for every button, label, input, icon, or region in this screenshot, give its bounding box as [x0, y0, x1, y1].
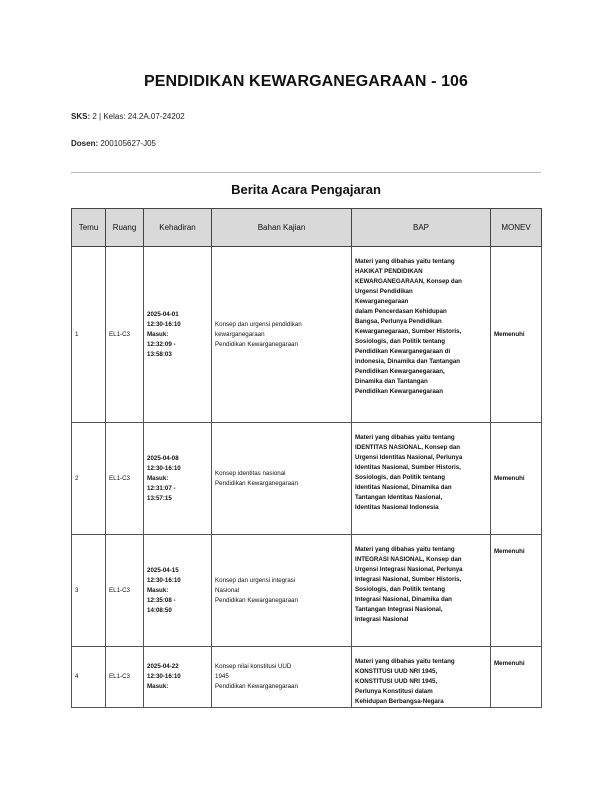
sks-label: SKS: [71, 112, 91, 121]
cell-ruang: EL1-C3 [106, 535, 144, 647]
cell-bap-line: Pendidikan Kewarganegaraan di [355, 348, 451, 355]
cell-bahan-kajian [212, 647, 352, 708]
cell-kehadiran-line: 12:35:08 - [147, 596, 176, 604]
cell-bap-line: Pendidikan Kewarganegaraan [355, 388, 444, 395]
cell-temu: 2 [72, 423, 106, 535]
cell-kehadiran-line: 12:31:07 - [147, 484, 176, 492]
cell-bahan-kajian-line: 1945 [215, 673, 229, 680]
cell-bahan-kajian-line: kewarganegaraan [215, 330, 265, 338]
cell-ruang: EL1-C3 [106, 423, 144, 535]
cell-bap-line: Kewarganegaraan [355, 298, 409, 305]
cell-bap-line: Kewarganegaraan, Sumber Historis, [355, 328, 462, 335]
sks-kelas-value: 2 | Kelas: 24.2A.07-24202 [92, 112, 185, 121]
cell-bap-line: Tantangan Identitas Nasional, [355, 494, 443, 501]
cell-ruang: EL1-C3 [106, 647, 144, 708]
header-monev: MONEV [491, 209, 542, 247]
header-kehadiran: Kehadiran [144, 209, 212, 247]
cell-bap-line: Bangsa, Perlunya Pendidikan [355, 318, 442, 325]
cell-bap-line: Sosiologis, dan Politik tentang [355, 586, 446, 593]
cell-bap-line: Materi yang dibahas yaitu tentang [355, 258, 455, 265]
cell-bahan-kajian-line: Konsep identitas nasional [215, 469, 286, 477]
cell-bap [352, 535, 491, 647]
cell-bap-line: Urgensi Identitas Nasional, Perlunya [355, 454, 463, 461]
cell-bap-line: dalam Pencerdasan Kehidupan [355, 308, 447, 315]
cell-bap-line: Pendidikan Kewarganegaraan, [355, 368, 445, 375]
dosen-line [71, 139, 156, 148]
cell-kehadiran-line: Masuk: [147, 474, 169, 482]
cell-bahan-kajian-line: Pendidikan Kewarganegaraan [215, 479, 298, 487]
cell-bap-line: Integrasi Nasional [355, 616, 409, 623]
cell-monev: Memenuhi [491, 247, 542, 423]
table-row [72, 647, 542, 708]
cell-kehadiran-line: 12:30-16:10 [147, 320, 181, 328]
cell-bahan-kajian-line: Konsep nilai konstitusi UUD [215, 663, 292, 670]
cell-bap-line: Sosiologis, dan Politik tentang [355, 474, 446, 481]
cell-temu: 4 [72, 647, 106, 708]
cell-bap-line: IDENTITAS NASIONAL, Konsep dan [355, 444, 461, 451]
cell-bahan-kajian-line: Pendidikan Kewarganegaraan [215, 596, 298, 604]
table-row [72, 535, 542, 647]
cell-bahan-kajian [212, 423, 352, 535]
cell-kehadiran-line: 2025-04-15 [147, 566, 179, 574]
cell-bap [352, 423, 491, 535]
cell-bap-line: Urgensi Integrasi Nasional, Perlunya [355, 566, 463, 573]
cell-bap-line: Materi yang dibahas yaitu tentang [355, 434, 455, 441]
cell-bap [352, 647, 491, 708]
cell-bap-line: KONSTITUSI UUD NRI 1945, [355, 668, 438, 675]
cell-bap-line: Materi yang dibahas yaitu tentang [355, 546, 455, 553]
header-bahan-kajian: Bahan Kajian [212, 209, 352, 247]
header-temu: Temu [72, 209, 106, 247]
sks-kelas-line [71, 112, 185, 121]
table-row [72, 423, 542, 535]
cell-bap-line: Identitas Nasional, Sumber Historis, [355, 464, 461, 471]
cell-bap-line: Indonesia, Dinamika dan Tantangan [355, 358, 461, 365]
cell-bahan-kajian [212, 535, 352, 647]
dosen-value: 200105627-J05 [100, 139, 156, 148]
cell-bap-line: INTEGRASI NASIONAL, Konsep dan [355, 556, 462, 563]
cell-ruang: EL1-C3 [106, 247, 144, 423]
cell-bap-line: Sosiologis, dan Politik tentang [355, 338, 446, 345]
cell-bap-line: Dinamika dan Tantangan [355, 378, 428, 385]
cell-bap-line: Tantangan Integrasi Nasional, [355, 606, 443, 613]
berita-acara-table [71, 208, 542, 708]
cell-bap-line: Identitas Nasional, Dinamika dan [355, 484, 452, 491]
cell-bahan-kajian [212, 247, 352, 423]
cell-bahan-kajian-line: Konsep dan urgensi pendidikan [215, 320, 302, 328]
cell-bap-line: KEWARGANEGARAAN, Konsep dan [355, 278, 462, 285]
cell-bap-line: KONSTITUSI UUD NRI 1945, [355, 678, 438, 685]
cell-kehadiran-line: 2025-04-01 [147, 310, 179, 318]
cell-kehadiran-line: 13:57:15 [147, 494, 172, 502]
cell-kehadiran-line: 13:58:03 [147, 350, 172, 358]
cell-kehadiran-line: 12:30-16:10 [147, 673, 181, 680]
cell-bap-line: Integrasi Nasional, Sumber Historis, [355, 576, 462, 583]
cell-kehadiran-line: Masuk: [147, 330, 169, 338]
cell-kehadiran [144, 423, 212, 535]
cell-kehadiran [144, 535, 212, 647]
cell-kehadiran-line: Masuk: [147, 683, 169, 690]
cell-bahan-kajian-line: Pendidikan Kewarganegaraan [215, 683, 298, 690]
cell-bap-line: Kehidupan Berbangsa-Negara [355, 698, 444, 705]
cell-bap-line: Integrasi Nasional, Dinamika dan [355, 596, 452, 603]
cell-temu: 1 [72, 247, 106, 423]
cell-kehadiran [144, 247, 212, 423]
cell-kehadiran [144, 647, 212, 708]
cell-kehadiran-line: 12:30-16:10 [147, 576, 181, 584]
cell-monev: Memenuhi [491, 647, 542, 708]
cell-bap-line: Identitas Nasional Indonesia [355, 504, 439, 511]
table-row [72, 247, 542, 423]
cell-bap-line: Urgensi Pendidikan [355, 288, 413, 295]
table-header-row [72, 209, 542, 247]
cell-kehadiran-line: 12:30-16:10 [147, 464, 181, 472]
cell-kehadiran-line: 2025-04-08 [147, 454, 179, 462]
cell-bap-line: HAKIKAT PENDIDIKAN [355, 268, 423, 275]
cell-bap [352, 247, 491, 423]
cell-kehadiran-line: 14:08:50 [147, 606, 172, 614]
cell-bahan-kajian-line: Nasional [215, 586, 240, 594]
cell-kehadiran-line: 2025-04-22 [147, 663, 179, 670]
cell-bahan-kajian-line: Pendidikan Kewarganegaraan [215, 340, 298, 348]
dosen-label: Dosen: [71, 139, 99, 148]
cell-monev: Memenuhi [491, 535, 542, 647]
page-title: PENDIDIKAN KEWARGANEGARAAN - 106 [143, 73, 469, 90]
section-title: Berita Acara Pengajaran [231, 182, 381, 197]
cell-bahan-kajian-line: Konsep dan urgensi integrasi [215, 576, 296, 584]
cell-bap-line: Perlunya Konstitusi dalam [355, 688, 433, 695]
cell-kehadiran-line: Masuk: [147, 586, 169, 594]
divider [71, 172, 541, 173]
header-bap: BAP [352, 209, 491, 247]
cell-temu: 3 [72, 535, 106, 647]
cell-bap-line: Materi yang dibahas yaitu tentang [355, 658, 455, 665]
header-ruang: Ruang [106, 209, 144, 247]
cell-monev: Memenuhi [491, 423, 542, 535]
cell-kehadiran-line: 12:32:09 - [147, 340, 176, 348]
